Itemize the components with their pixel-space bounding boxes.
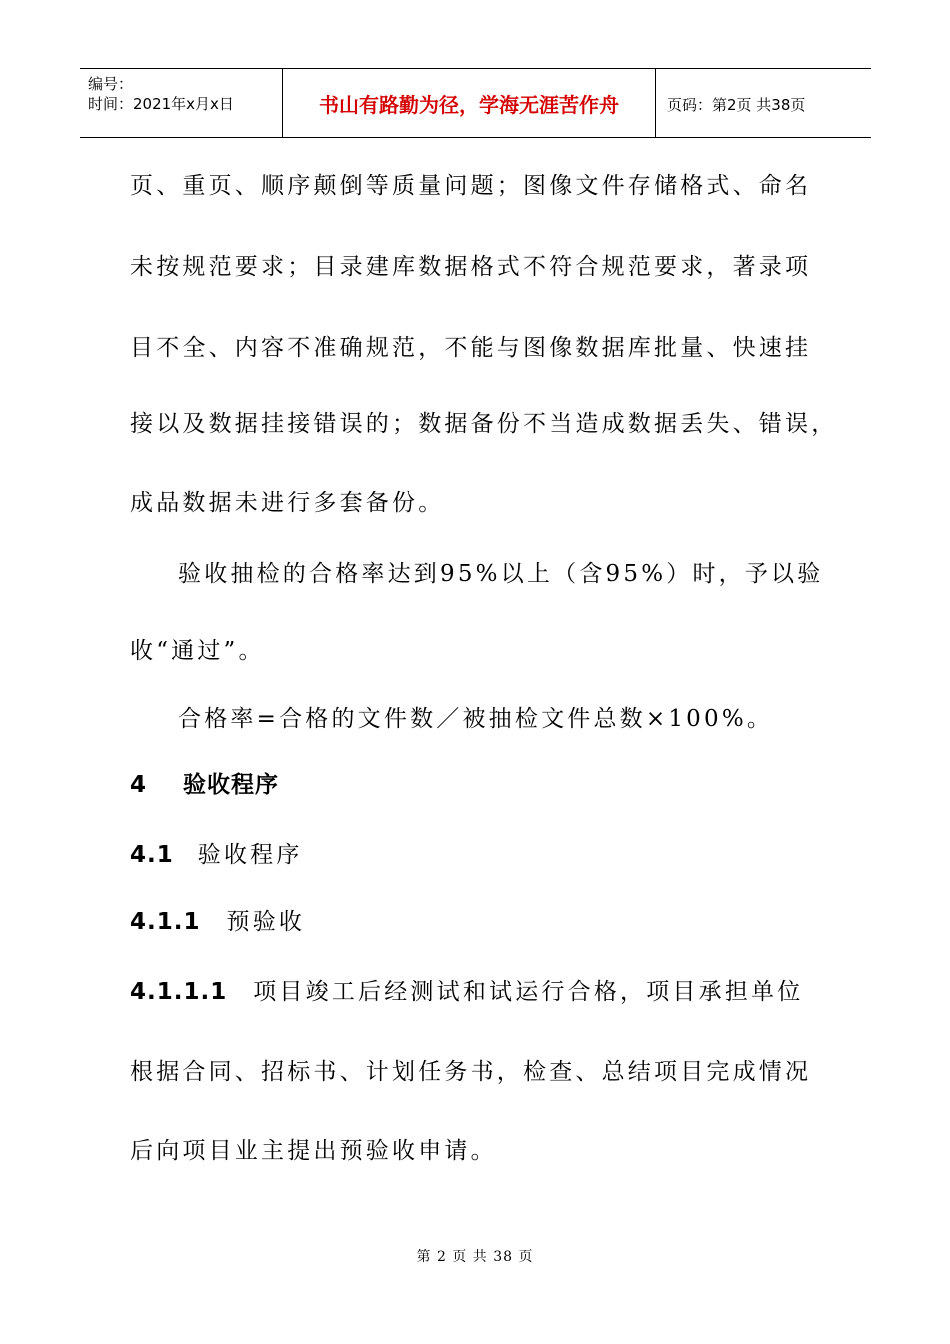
pass-rule-line-1: 验收抽检的合格率达到95%以上（含95%）时，予以验 [178, 561, 824, 587]
pass-rule-line-2: 收“通过”。 [130, 638, 265, 664]
section-4-number: 4 [130, 772, 148, 798]
header-page-cell [657, 69, 871, 137]
page-header [80, 68, 871, 138]
section-4-1-title: 验收程序 [197, 842, 303, 868]
body-line-1: 页、重页、顺序颠倒等质量问题；图像文件存储格式、命名 [130, 173, 812, 199]
section-4-1-1-1-number: 4.1.1.1 [130, 979, 228, 1005]
section-4-title: 验收程序 [183, 772, 280, 798]
header-page-info: 页码：第2页 共38页 [667, 96, 806, 114]
section-4-1-1-1-line-3: 后向项目业主提出预验收申请。 [130, 1138, 497, 1164]
header-motto-cell [283, 69, 656, 137]
section-4-1-1-1-line-2: 根据合同、招标书、计划任务书，检查、总结项目完成情况 [130, 1059, 812, 1085]
section-4-1-1-1-line-1 [130, 978, 803, 1006]
doc-date: 时间：2021年x月x日 [88, 95, 234, 113]
section-4-1-heading [130, 841, 303, 869]
body-line-2: 未按规范要求；目录建库数据格式不符合规范要求，著录项 [130, 254, 812, 280]
body-line-5: 成品数据未进行多套备份。 [130, 490, 445, 516]
header-meta-cell [80, 69, 283, 137]
section-4-1-number: 4.1 [130, 842, 174, 868]
doc-code-label: 编号： [88, 75, 134, 93]
section-4-1-1-heading [130, 908, 305, 936]
section-4-1-1-title: 预验收 [226, 909, 306, 935]
section-4-1-1-number: 4.1.1 [130, 909, 201, 935]
page-footer: 第 2 页 共 38 页 [416, 1249, 534, 1265]
section-4-1-1-1-text: 项目竣工后经测试和试运行合格，项目承担单位 [253, 979, 804, 1005]
pass-rate-formula: 合格率=合格的文件数／被抽检文件总数×100%。 [178, 706, 774, 732]
section-4-heading [130, 771, 279, 799]
body-line-3: 目不全、内容不准确规范，不能与图像数据库批量、快速挂 [130, 335, 812, 361]
body-line-4: 接以及数据挂接错误的；数据备份不当造成数据丢失、错误， [130, 411, 838, 437]
header-motto: 书山有路勤为径，学海无涯苦作舟 [319, 93, 619, 117]
